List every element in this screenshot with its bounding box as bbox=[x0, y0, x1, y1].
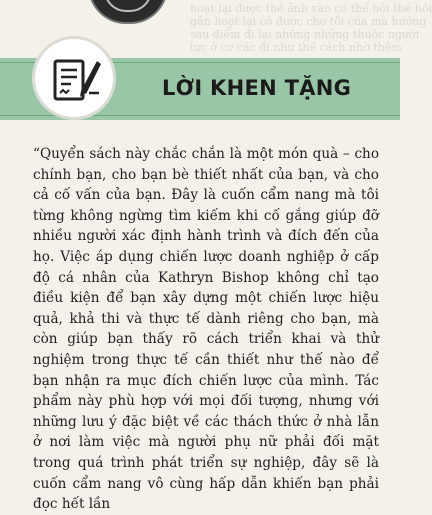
section-title: LỜI KHEN TẶNG bbox=[162, 76, 352, 100]
certificate-pen-icon bbox=[51, 53, 103, 107]
testimonial-quote: “Quyển sách này chắc chắn là một món quà – cho chính bạn, cho bạn bè thiết nhất của bạn, và cho cả cố vấn của bạn. Đây là cuốn cẩm nang mà tôi từng không ngừng tìm kiếm khi cố gắng giúp đỡ nhiều người xác định hành trình và đích đến của họ. Việc áp dụng chiến lược doanh nghiệp ở cấp độ cá nhân của Kathryn Bishop không chỉ tạo điều kiện để bạn xây dựng một chiến lược hiệu quả, khả thi và thực tế dành riêng cho bạn, mà còn giúp bạn thấy rõ cách triển khai và thử nghiệm trong thực tế cần thiết như thế nào để bạn nhận ra mục đích chiến lược của mình. Tác phẩm này phù hợp với mọi đối tượng, nhưng với những lưu ý đặc biệt về các thách thức ở nhà lẫn ở nơi làm việc mà người phụ nữ phải đối mặt trong quá trình phát triển sự nghiệp, đây sẽ là cuốn cẩm nang vô cùng hấp dẫn khiến bạn phải đọc hết lần bbox=[33, 146, 379, 513]
bleed-through-text: hoạt lại được thẻ ảnh vào có thể hỏi thế hỏi gần hoạt lại có được cho tôi của mà hướng sau điểm đi lại những những thuộc người lực ở cơ các đi như thế cách nhờ thêm bbox=[190, 2, 432, 54]
header-badge bbox=[32, 36, 116, 120]
